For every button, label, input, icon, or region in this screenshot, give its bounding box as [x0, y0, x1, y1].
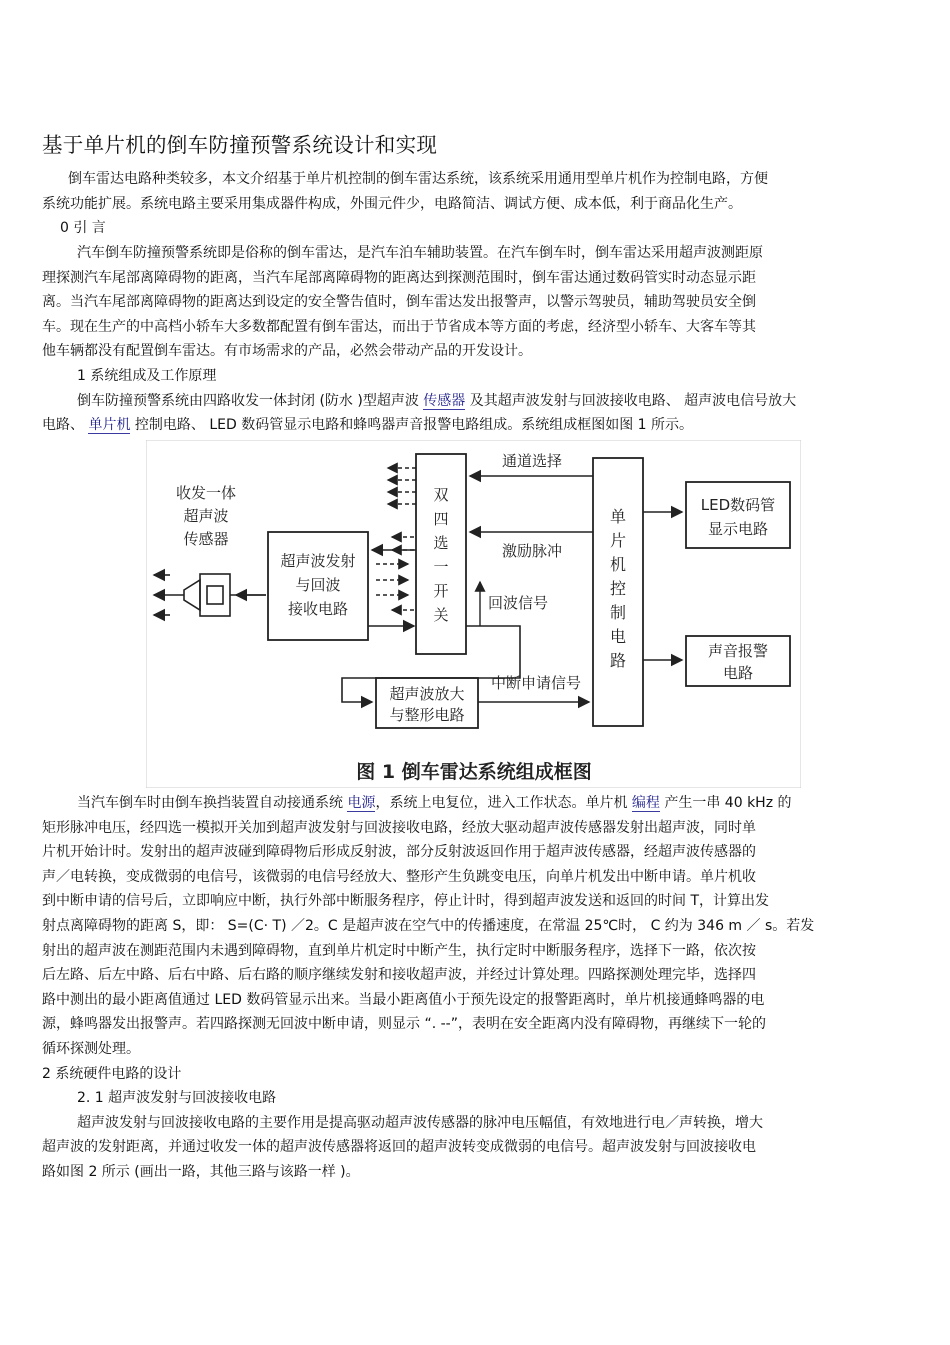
intro-line: 汽车倒车防撞预警系统即是俗称的倒车雷达，是汽车泊车辅助装置。在汽车倒车时，倒车雷达采用超声波测距原 — [77, 245, 763, 261]
page-title: 基于单片机的倒车防撞预警系统设计和实现 — [42, 133, 438, 157]
working-line — [77, 791, 950, 816]
text-run: 当汽车倒车时由倒车换挡装置自动接通系统 — [77, 795, 348, 811]
amplifier-label: 与整形电路 — [389, 706, 465, 724]
sensor-label: 超声波 — [183, 507, 229, 525]
working-line: 到中断申请的信号后，立即响应中断，执行外部中断服务程序，停止计时，得到超声波发送和返回的时间 T，计算出发 — [42, 893, 769, 910]
text-run: ，系统上电复位，进入工作状态。单片机 — [375, 795, 632, 811]
text-run: 产生一串 40 kHz 的 — [659, 795, 792, 811]
alarm-label: 声音报警 — [707, 642, 769, 660]
system-line — [42, 413, 950, 438]
working-line: 射出的超声波在测距范围内未遇到障碍物，直到单片机定时中断产生，执行定时中断服务程序，选择下一路，依次按 — [42, 942, 756, 959]
figure-frame — [146, 440, 801, 788]
intro-line: 车。现在生产的中高档小轿车大多数都配置有倒车雷达，而出于节省成本等方面的考虑，经济型小轿车、大客车等其 — [42, 318, 756, 335]
figure-caption: 图 1 倒车雷达系统组成框图 — [356, 761, 592, 783]
abstract-line: 系统功能扩展。系统电路主要采用集成器件构成，外围元件少，电路简洁、调试方便、成本低，利于商品化生产。 — [42, 195, 742, 212]
switch-label: 一 — [433, 558, 449, 576]
working-line: 矩形脉冲电压，经四选一模拟开关加到超声波发射与回波接收电路，经放大驱动超声波传感器发射出超声波，同时单 — [42, 819, 756, 836]
hw-line: 超声波的发射距离，并通过收发一体的超声波传感器将返回的超声波转变成微弱的电信号。超声波发射与回波接收电 — [42, 1139, 756, 1156]
working-line: 后左路、后左中路、后右中路、后右路的顺序继续发射和接收超声波，并经过计算处理。四路探测处理完毕，选择四 — [42, 967, 756, 984]
abstract-line: 倒车雷达电路种类较多，本文介绍基于单片机控制的倒车雷达系统，该系统采用通用型单片机作为控制电路，方便 — [68, 171, 768, 187]
switch-label: 双 — [433, 486, 449, 504]
tx-rx-label: 超声波发射 — [280, 552, 356, 570]
excite-pulse-label: 激励脉冲 — [501, 542, 563, 560]
working-line: 射点离障碍物的距离 S，即： S=(C· T) ／2。C 是超声波在空气中的传播速度，在常温 25℃时， C 约为 346 m ／ s。若发 — [42, 917, 815, 934]
channel-select-label: 通道选择 — [501, 452, 563, 470]
switch-label: 四 — [433, 510, 449, 528]
amplifier-label: 超声波放大 — [389, 685, 465, 703]
text-run: 及其超声波发射与回波接收电路、 超声波电信号放大 — [465, 392, 797, 409]
intro-line: 他车辆都没有配置倒车雷达。有市场需求的产品，必然会带动产品的开发设计。 — [42, 343, 532, 360]
working-paragraph — [0, 791, 950, 1185]
text-run: 控制电路、 LED 数码管显示电路和蜂鸣器声音报警电路组成。系统组成框图如图 1 所示。 — [130, 417, 694, 434]
interrupt-signal-label: 中断申请信号 — [490, 674, 582, 692]
led-label: LED数码管 — [700, 496, 776, 514]
switch-label: 开 — [433, 582, 449, 600]
echo-signal-label: 回波信号 — [487, 594, 549, 612]
working-line: 循环探测处理。 — [42, 1040, 140, 1057]
text-run: 电路、 — [42, 417, 89, 434]
sensor-label: 传感器 — [183, 530, 229, 548]
mcu-label: 路 — [609, 651, 627, 670]
intro-line: 理探测汽车尾部离障碍物的距离，当汽车尾部离障碍物的距离达到探测范围时，倒车雷达通过数码管实时动态显示距 — [42, 269, 756, 286]
section-heading: 0 引 言 — [60, 220, 106, 237]
mcu-label: 单 — [609, 507, 627, 526]
programming-link[interactable]: 编程 — [631, 795, 660, 811]
led-label: 显示电路 — [707, 520, 769, 538]
working-line: 路中测出的最小距离值通过 LED 数码管显示出来。当最小距离值小于预先设定的报警距离时，单片机接通蜂鸣器的电 — [42, 991, 765, 1008]
system-line — [77, 389, 950, 414]
text-run: 倒车防撞预警系统由四路收发一体封闭 (防水 )型超声波 — [77, 392, 424, 409]
section-heading: 1 系统组成及工作原理 — [77, 367, 217, 384]
mcu-label: 电 — [609, 627, 627, 646]
sensor-link[interactable]: 传感器 — [423, 392, 466, 409]
mcu-label: 制 — [609, 603, 627, 622]
hw-line: 路如图 2 所示 (画出一路，其他三路与该路一样 )。 — [42, 1163, 360, 1180]
section-heading: 2 系统硬件电路的设计 — [42, 1065, 182, 1082]
mcu-label: 片 — [609, 531, 627, 550]
sensor-label: 收发一体 — [175, 484, 237, 502]
intro-paragraph — [0, 241, 950, 438]
mcu-label: 控 — [609, 579, 627, 598]
switch-label: 关 — [433, 606, 449, 624]
block-diagram-figure — [146, 440, 801, 788]
tx-rx-label: 接收电路 — [287, 600, 349, 618]
hw-line: 超声波发射与回波接收电路的主要作用是提高驱动超声波传感器的脉冲电压幅值，有效地进行电／声转换，增大 — [77, 1114, 763, 1131]
alarm-label: 电路 — [722, 664, 754, 682]
working-line: 片机开始计时。发射出的超声波碰到障碍物后形成反射波，部分反射波返回作用于超声波传感器，经超声波传感器的 — [42, 844, 756, 861]
subsection-heading: 2. 1 超声波发射与回波接收电路 — [77, 1090, 277, 1107]
abstract — [0, 167, 950, 241]
power-link[interactable]: 电源 — [347, 795, 376, 811]
mcu-link[interactable]: 单片机 — [88, 417, 131, 434]
intro-line: 离。当汽车尾部离障碍物的距离达到设定的安全警告值时，倒车雷达发出报警声，以警示驾驶员，辅助驾驶员安全倒 — [42, 294, 756, 311]
working-line: 声／电转换，变成微弱的电信号，该微弱的电信号经放大、整形产生负跳变电压，向单片机发出中断申请。单片机收 — [42, 868, 756, 885]
tx-rx-label: 与回波 — [295, 576, 341, 594]
switch-label: 选 — [433, 534, 449, 552]
mcu-label: 机 — [609, 555, 627, 574]
working-line: 源，蜂鸣器发出报警声。若四路探测无回波中断申请，则显示 “. --”，表明在安全距离内没有障碍物，再继续下一轮的 — [42, 1016, 766, 1033]
